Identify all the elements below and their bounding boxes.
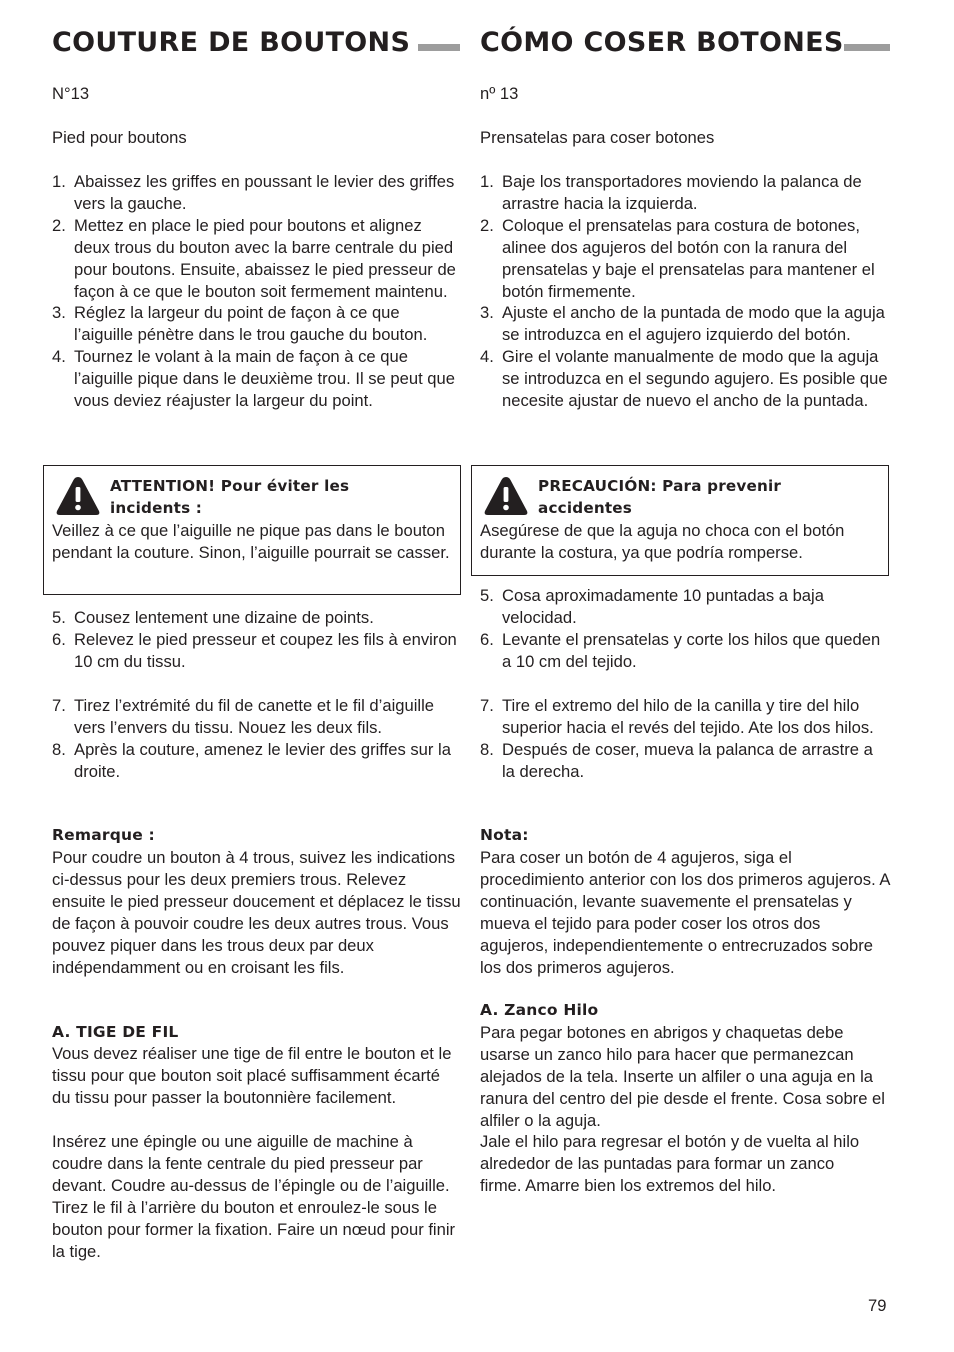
french-title-bar — [418, 44, 460, 51]
spanish-warning-body: Asegúrese de que la aguja no choca con el botón durante la costura, ya que podría romperse. — [480, 521, 845, 562]
spanish-title: CÓMO COSER BOTONES — [480, 27, 844, 58]
spanish-title-bar — [844, 44, 890, 51]
list-item: 5. Cosa aproximadamente 10 puntadas a baja velocidad. — [480, 586, 824, 627]
list-item: 6. Relevez le pied presseur et coupez les fils à environ 10 cm du tissu. — [52, 629, 457, 671]
french-section-a-heading: A. TIGE DE FIL — [52, 1023, 179, 1041]
french-section-a-body-2: Insérez une épingle ou une aiguille de machine à coudre dans la fente centrale du pied presseur par devant. Coudre au-dessus de l’épingle ou de l’aiguille. Tirez le fil à l’arrière du bouton et enroulez-le sous le bouton pour former la fixation. Faire un nœud pour finir la tige. — [52, 1132, 456, 1261]
french-foot-name: Pied pour boutons — [52, 128, 187, 147]
french-note-body: Pour coudre un bouton à 4 trous, suivez les indications ci-dessus pour les deux premiers trous. Relevez ensuite le pied presseur doucement et déplacez le tissu de façon à pouvoir coudre les deux autres trous. Vous pouvez piquer dans les trous deux par deux indépendamment ou en croisant les fils. — [52, 848, 461, 977]
list-item: 1. Baje los transportadores moviendo la palanca de arrastre hacia la izquierda. — [480, 172, 862, 213]
spanish-foot-name: Prensatelas para coser botones — [480, 128, 715, 147]
list-item: 7. Tire el extremo del hilo de la canilla y tire del hilo superior hacia el revés del tejido. Ate los dos hilos. — [480, 696, 874, 737]
list-item: 3. Réglez la largeur du point de façon à ce que l’aiguille pénètre dans le trou gauche du bouton. — [52, 303, 428, 345]
list-item: 2. Coloque el prensatelas para costura de botones, alinee dos agujeros del botón con la ranura del prensatelas y baje el prensatelas para mantener el botón firmemente. — [480, 215, 875, 301]
french-steps-5-6 — [52, 607, 462, 673]
spanish-steps-7-8 — [480, 695, 890, 783]
list-item: 4. Tournez le volant à la main de façon à ce que l’aiguille pique dans le deuxième trou. Il se peut que vous deviez réajuster la largeur du point. — [52, 347, 455, 411]
spanish-section-a-heading: A. Zanco Hilo — [480, 1001, 599, 1019]
list-item: 5. Cousez lentement une dizaine de points. — [52, 608, 374, 627]
spanish-note-body: Para coser un botón de 4 agujeros, siga el procedimiento anterior con los dos primeros agujeros. A continuación, levante suavemente el prensatelas y mueva el tejido para poder coser los otros dos agujeros, independientemente o entrecruzados sobre los dos primeros agujeros. — [480, 848, 890, 977]
spanish-section-a-body-1: Para pegar botones en abrigos y chaquetas debe usarse un zanco hilo para hacer que permanezcan alejados de la tela. Inserte un alfiler o una aguja en la ranura del centro del pie desde el frente. Cosa sobre el alfiler o la aguja. — [480, 1023, 885, 1130]
warning-triangle-icon — [482, 474, 530, 518]
french-model-number: N°13 — [52, 84, 90, 103]
french-section-a-body-1: Vous devez réaliser une tige de fil entre le bouton et le tissu pour que bouton soit placé suffisamment écarté du tissu pour passer la boutonnière facilement. — [52, 1044, 452, 1107]
french-warning-body: Veillez à ce que l’aiguille ne pique pas dans le bouton pendant la couture. Sinon, l’aiguille pourrait se casser. — [52, 521, 450, 562]
list-item: 7. Tirez l’extrémité du fil de canette et le fil d’aiguille vers l’envers du tissu. Nouez les deux fils. — [52, 696, 435, 737]
spanish-steps-1-4 — [480, 171, 890, 412]
list-item: 1. Abaissez les griffes en poussant le levier des griffes vers la gauche. — [52, 172, 455, 213]
spanish-warning-box — [471, 465, 889, 576]
spanish-model-number: nº 13 — [480, 84, 519, 103]
list-item: 8. Après la couture, amenez le levier des griffes sur la droite. — [52, 739, 451, 781]
french-warning-box — [43, 465, 461, 595]
list-item: 2. Mettez en place le pied pour boutons et alignez deux trous du bouton avec la barre centrale du pied pour boutons. Ensuite, abaissez le pied presseur de façon à ce que le bouton soit fermement maintenu. — [52, 215, 456, 301]
warning-triangle-icon — [54, 474, 102, 518]
french-steps-7-8 — [52, 695, 462, 783]
french-warning-heading: ATTENTION! Pour éviter les incidents : — [110, 477, 350, 517]
list-item: 3. Ajuste el ancho de la puntada de modo que la aguja se introduzca en el agujero izquierdo del botón. — [480, 303, 885, 345]
french-steps-1-4 — [52, 171, 462, 412]
list-item: 8. Después de coser, mueva la palanca de arrastre a la derecha. — [480, 739, 873, 781]
spanish-note-heading: Nota: — [480, 826, 529, 844]
list-item: 6. Levante el prensatelas y corte los hilos que queden a 10 cm del tejido. — [480, 629, 881, 671]
spanish-warning-heading: PRECAUCIÓN: Para prevenir accidentes — [538, 477, 782, 517]
spanish-section-a-body-2: Jale el hilo para regresar el botón y de vuelta al hilo alrededor de las puntadas para formar un zanco firme. Amarre bien los extremos del hilo. — [480, 1132, 860, 1195]
list-item: 4. Gire el volante manualmente de modo que la aguja se introduzca en el segundo agujero. Es posible que necesite ajustar de nuevo el ancho de la puntada. — [480, 347, 888, 411]
french-title: COUTURE DE BOUTONS — [52, 27, 411, 58]
spanish-steps-5-6 — [480, 585, 890, 673]
page-number: 79 — [868, 1296, 887, 1315]
french-note-heading: Remarque : — [52, 826, 155, 844]
